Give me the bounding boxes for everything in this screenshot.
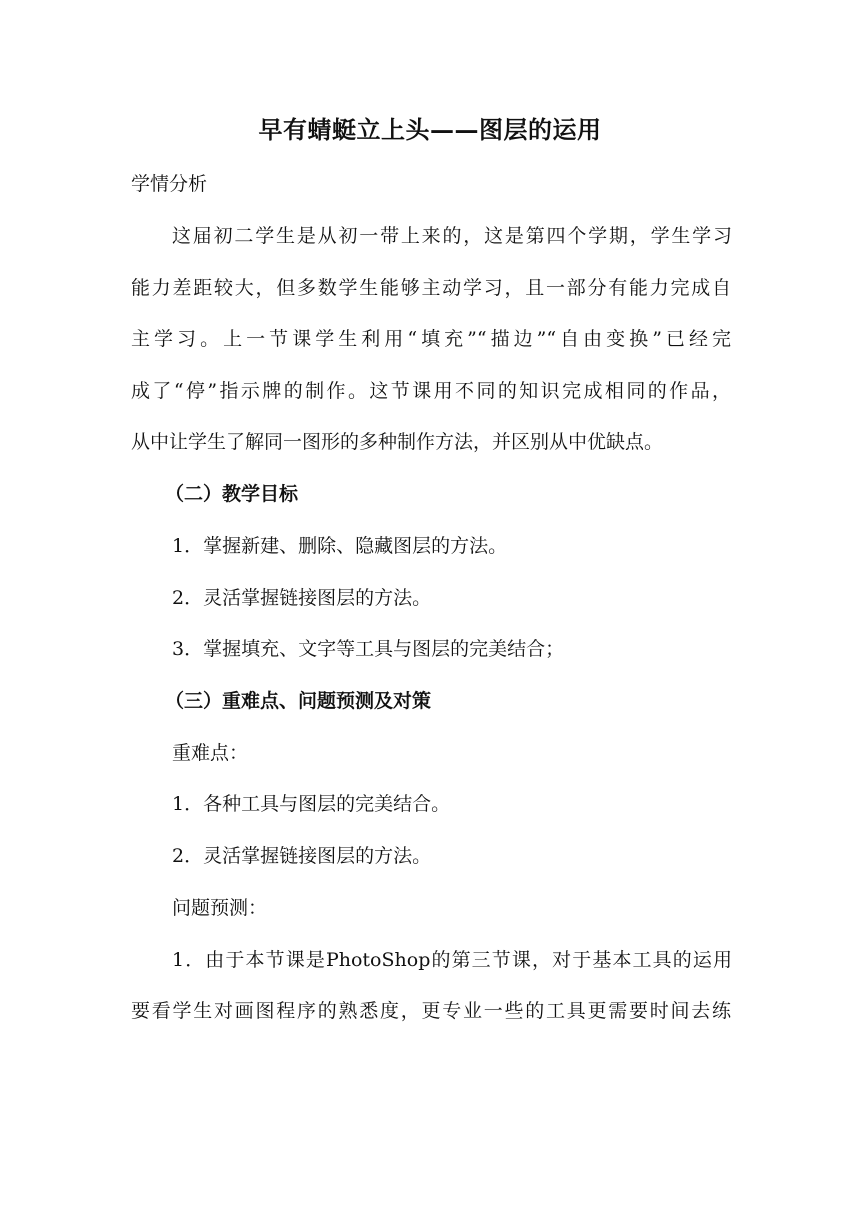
- goal-item-1: 1．掌握新建、删除、隐藏图层的方法。: [172, 535, 508, 557]
- section-heading-goals: （二）教学目标: [165, 483, 299, 505]
- difficulty-label: 重难点：: [172, 742, 249, 764]
- goal-item-3: 3．掌握填充、文字等工具与图层的完美结合；: [172, 638, 565, 660]
- analysis-line-2: 能力差距较大，但多数学生能够主动学习，且一部分有能力完成自: [131, 277, 731, 299]
- prediction-label: 问题预测：: [172, 897, 268, 919]
- prediction-line-2: 要看学生对画图程序的熟悉度，更专业一些的工具更需要时间去练: [131, 1000, 731, 1022]
- analysis-line-1: 这届初二学生是从初一带上来的，这是第四个学期，学生学习: [172, 225, 732, 247]
- difficulty-item-1: 1．各种工具与图层的完美结合。: [172, 793, 451, 815]
- document-title: 早有蜻蜓立上头——图层的运用: [258, 115, 602, 144]
- section-heading-difficulty: （三）重难点、问题预测及对策: [165, 690, 432, 712]
- difficulty-item-2: 2．灵活掌握链接图层的方法。: [172, 845, 432, 867]
- analysis-line-4: 成了“停”指示牌的制作。这节课用不同的知识完成相同的作品，: [131, 380, 731, 402]
- analysis-line-5: 从中让学生了解同一图形的多种制作方法，并区别从中优缺点。: [131, 431, 664, 453]
- analysis-line-3: 主学习。上一节课学生利用“填充”“描边”“自由变换”已经完: [131, 328, 731, 350]
- section-heading-analysis: 学情分析: [131, 173, 208, 195]
- goal-item-2: 2．灵活掌握链接图层的方法。: [172, 587, 432, 609]
- prediction-line-1: 1．由于本节课是PhotoShop的第三节课，对于基本工具的运用: [172, 949, 732, 971]
